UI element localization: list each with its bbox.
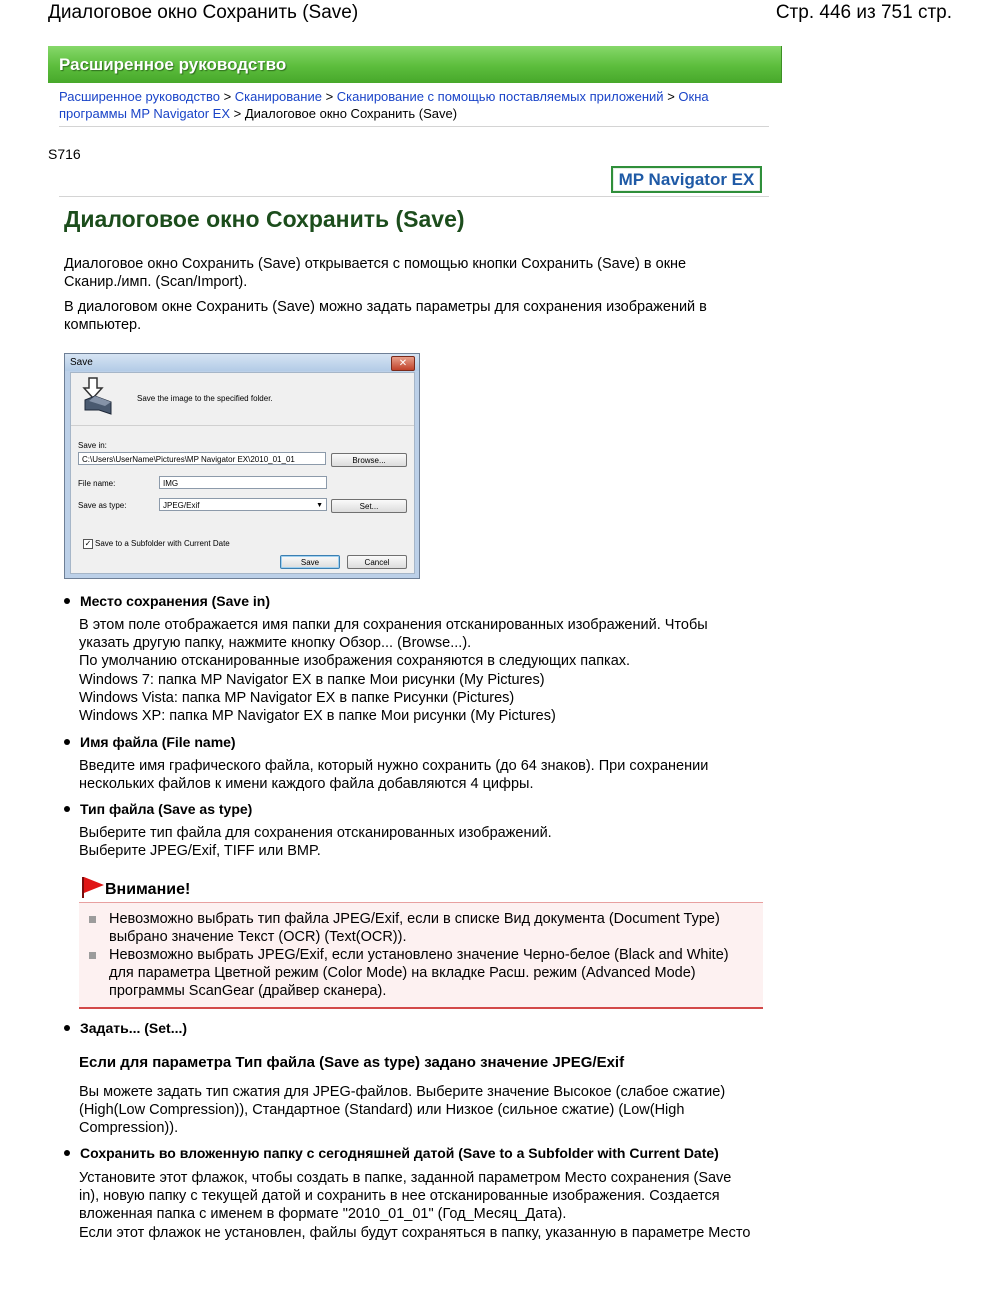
breadcrumb — [59, 88, 764, 122]
save-as-type-select[interactable] — [159, 498, 327, 511]
text-line: Windows 7: папка MP Navigator EX в папке Мои рисунки (My Pictures) — [79, 671, 545, 688]
text-line: программы ScanGear (драйвер сканера). — [109, 983, 387, 1000]
text-line: Введите имя графического файла, который нужно сохранить (до 64 знаков). При сохранении — [79, 758, 709, 774]
dialog-body — [70, 372, 415, 574]
caution-box — [79, 902, 763, 1009]
doc-code: S716 — [48, 146, 81, 162]
breadcrumb-separator: > — [325, 89, 334, 104]
save-folder-icon — [81, 376, 117, 416]
chevron-down-icon: ▼ — [316, 502, 323, 509]
save-dialog-screenshot — [64, 353, 420, 579]
intro-line: Диалоговое окно Сохранить (Save) открывается с помощью кнопки Сохранить (Save) в окне — [64, 256, 687, 272]
text-line: Если этот флажок не установлен, файлы будут сохраняться в папку, указанную в параметре Место — [79, 1224, 751, 1241]
dialog-separator — [71, 425, 414, 426]
breadcrumb-separator: > — [233, 106, 242, 121]
save-button[interactable]: Save — [280, 555, 340, 569]
banner-label: Расширенное руководство — [59, 55, 287, 74]
intro-line: Сканир./имп. (Scan/Import). — [64, 274, 248, 290]
save-as-type-label: Save as type: — [78, 501, 127, 510]
bullet-dot — [64, 1025, 70, 1031]
text-line: Установите этот флажок, чтобы создать в папке, заданной параметром Место сохранения (Save — [79, 1170, 732, 1186]
breadcrumb-current: Диалоговое окно Сохранить (Save) — [244, 106, 458, 121]
text-line: По умолчанию отсканированные изображения сохраняются в следующих папках. — [79, 653, 631, 670]
breadcrumb-link-scanning-apps[interactable]: Сканирование с помощью поставляемых приложений — [336, 89, 664, 104]
bullet-heading-text: Тип файла (Save as type) — [80, 801, 253, 817]
text-line: (High(Low Compression)), Стандартное (Standard) или Низкое (сильное сжатие) (Low(High — [79, 1102, 685, 1119]
bullet-heading-save-as-type — [64, 800, 252, 818]
bullet-dot — [64, 1150, 70, 1156]
cancel-button[interactable]: Cancel — [347, 555, 407, 569]
page-number: Стр. 446 из 751 стр. — [775, 2, 952, 23]
save-in-label: Save in: — [78, 441, 107, 450]
file-name-label: File name: — [78, 479, 116, 488]
save-in-field[interactable]: C:\Users\UserName\Pictures\MP Navigator EX\2010_01_01 — [78, 452, 326, 465]
set-subheading: Если для параметра Тип файла (Save as type) задано значение JPEG/Exif — [79, 1054, 625, 1071]
section-banner — [48, 46, 782, 83]
page-title: Диалоговое окно Сохранить (Save) — [64, 206, 465, 232]
set-description — [79, 1083, 769, 1138]
text-line: Compression)). — [79, 1120, 179, 1137]
breadcrumb-link-mp-navigator-windows[interactable]: Окна программы MP Navigator EX — [59, 89, 709, 121]
intro-line: компьютер. — [64, 317, 142, 333]
subfolder-description — [79, 1169, 769, 1242]
text-line: Windows XP: папка MP Navigator EX в папке Мои рисунки (My Pictures) — [79, 708, 556, 725]
dialog-title: Save — [70, 357, 93, 368]
breadcrumb-link-scanning[interactable]: Сканирование — [234, 89, 322, 104]
square-bullet-icon — [89, 952, 96, 959]
breadcrumb-separator: > — [667, 89, 675, 104]
text-line: выбрано значение Текст (OCR) (Text(OCR)). — [109, 929, 407, 946]
bullet-dot — [64, 739, 70, 745]
divider — [59, 126, 769, 127]
text-line: Windows Vista: папка MP Navigator EX в папке Рисунки (Pictures) — [79, 689, 515, 706]
bullet-heading-set — [64, 1019, 187, 1037]
save-in-description — [79, 616, 769, 725]
square-bullet-icon — [89, 916, 96, 923]
text-line: для параметра Цветной режим (Color Mode) на вкладке Расш. режим (Advanced Mode) — [109, 965, 696, 982]
text-line: нескольких файлов к имени каждого файла добавляются 4 цифры. — [79, 776, 534, 793]
text-line: Выберите JPEG/Exif, TIFF или BMP. — [79, 843, 321, 860]
caution-item — [109, 946, 759, 1001]
save-as-type-value: JPEG/Exif — [163, 501, 200, 510]
bullet-heading-file-name — [64, 733, 236, 751]
set-button[interactable]: Set... — [331, 499, 407, 513]
caution-title: Внимание! — [105, 881, 191, 898]
bullet-heading-subfolder — [64, 1144, 719, 1162]
page-header-title: Диалоговое окно Сохранить (Save) — [48, 2, 359, 23]
breadcrumb-link-advanced-guide[interactable]: Расширенное руководство — [59, 89, 220, 104]
bullet-heading-save-in — [64, 592, 270, 610]
text-line: in), новую папку с текущей датой и сохранить в нее отсканированные изображения. Создается — [79, 1188, 720, 1205]
intro-paragraph-1 — [64, 255, 764, 291]
file-name-field[interactable]: IMG — [159, 476, 327, 489]
dialog-titlebar — [65, 354, 419, 371]
text-line: В этом поле отображается имя папки для сохранения отсканированных изображений. Чтобы — [79, 617, 708, 633]
file-name-description — [79, 757, 769, 793]
subfolder-checkbox[interactable]: ✓ — [84, 539, 92, 548]
bullet-heading-text: Сохранить во вложенную папку с сегодняшней датой (Save to a Subfolder with Current Date) — [80, 1145, 719, 1161]
text-line: вложенная папка с именем в формате "2010_01_01" (Год_Месяц_Дата). — [79, 1206, 567, 1223]
text-line: Вы можете задать тип сжатия для JPEG-файлов. Выберите значение Высокое (слабое сжатие) — [79, 1084, 726, 1100]
text-line: Невозможно выбрать JPEG/Exif, если установлено значение Черно-белое (Black and White) — [109, 947, 729, 963]
breadcrumb-separator: > — [223, 89, 232, 104]
subfolder-label: Save to a Subfolder with Current Date — [95, 539, 230, 548]
intro-line: В диалоговом окне Сохранить (Save) можно задать параметры для сохранения изображений в — [64, 299, 707, 315]
save-as-type-description — [79, 824, 769, 860]
bullet-dot — [64, 598, 70, 604]
caution-item — [109, 910, 759, 946]
text-line: указать другую папку, нажмите кнопку Обзор... (Browse...). — [79, 635, 472, 652]
divider — [59, 196, 769, 197]
text-line: Выберите тип файла для сохранения отсканированных изображений. — [79, 825, 552, 841]
caution-flag-icon — [81, 876, 105, 898]
mp-navigator-logo: MP Navigator EX — [611, 166, 762, 193]
browse-button[interactable]: Browse... — [331, 453, 407, 467]
dialog-description: Save the image to the specified folder. — [137, 394, 273, 403]
text-line: Невозможно выбрать тип файла JPEG/Exif, если в списке Вид документа (Document Type) — [109, 911, 720, 927]
bullet-heading-text: Задать... (Set...) — [80, 1020, 188, 1036]
close-icon[interactable]: ✕ — [391, 356, 415, 371]
intro-paragraph-2 — [64, 298, 764, 334]
bullet-heading-text: Имя файла (File name) — [80, 734, 236, 750]
bullet-dot — [64, 806, 70, 812]
bullet-heading-text: Место сохранения (Save in) — [80, 593, 270, 609]
